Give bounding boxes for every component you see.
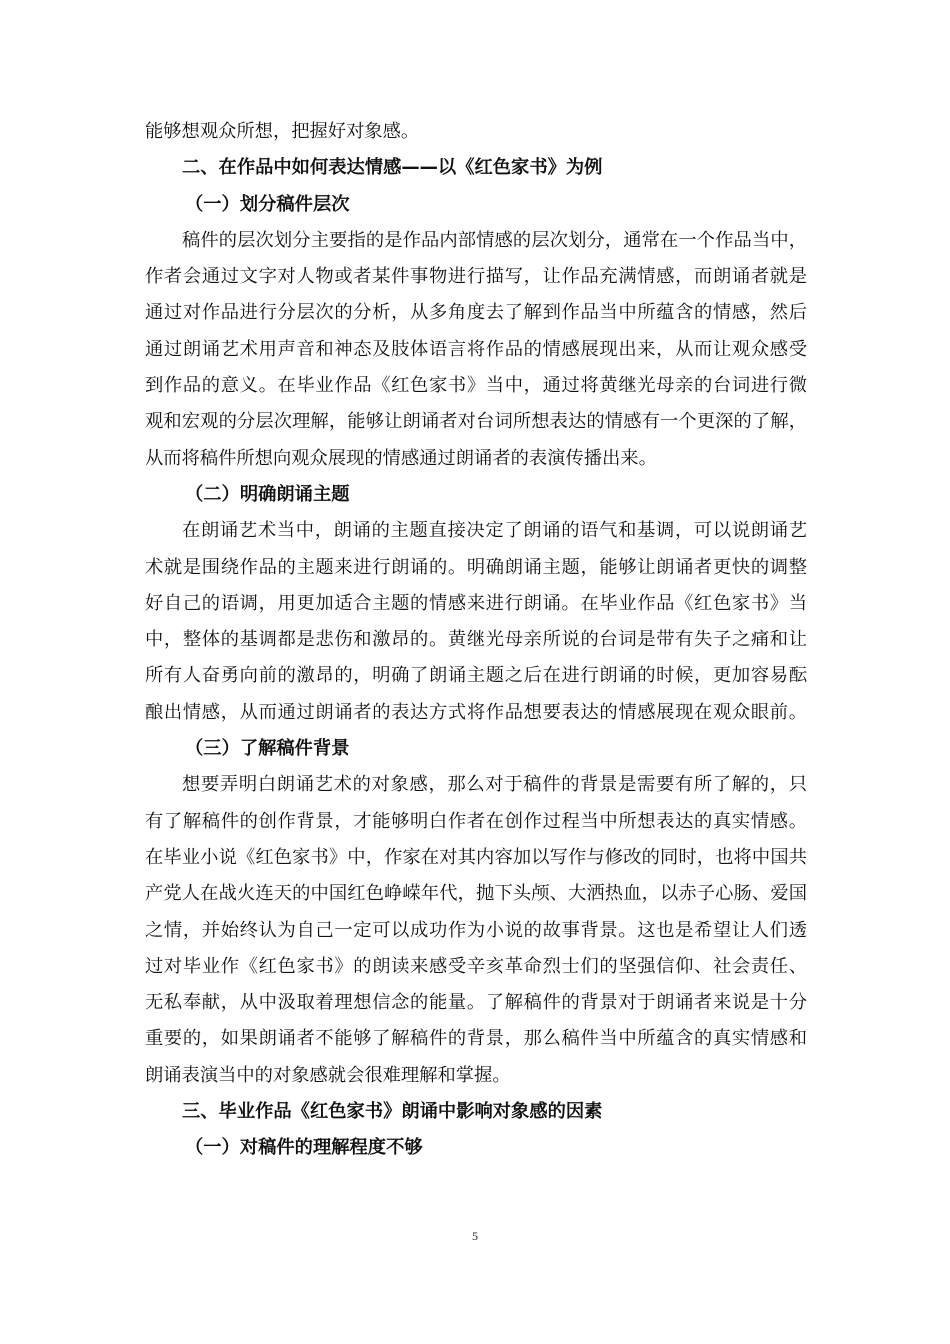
body-text-line: 到作品的意义。在毕业作品《红色家书》当中，通过将黄继光母亲的台词进行微 [145, 375, 807, 397]
body-text-line: 观和宏观的分层次理解，能够让朗诵者对台词所想表达的情感有一个更深的了解， [145, 411, 807, 433]
body-text-line: 有了解稿件的创作背景，才能够明白作者在创作过程当中所想表达的真实情感。 [145, 810, 807, 832]
body-text-line: 中，整体的基调都是悲伤和激昂的。黄继光母亲所说的台词是带有失子之痛和让 [145, 629, 807, 651]
body-text-line: 通过朗诵艺术用声音和神态及肢体语言将作品的情感展现出来，从而让观众感受 [145, 338, 807, 360]
body-text-line: 重要的，如果朗诵者不能够了解稿件的背景，那么稿件当中所蕴含的真实情感和 [145, 1028, 807, 1050]
body-text-line: 无私奉献，从中汲取着理想信念的能量。了解稿件的背景对于朗诵者来说是十分 [145, 992, 807, 1014]
paragraph-last-line: 朗诵表演当中的对象感就会很难理解和掌握。 [145, 1064, 511, 1086]
page-number: 5 [472, 1229, 478, 1243]
document-page [145, 115, 807, 1168]
body-text-line: 产党人在战火连天的中国红色峥嵘年代，抛下头颅、大洒热血，以赤子心肠、爱国 [145, 883, 807, 905]
paragraph-last-line: 从而将稿件所想向观众展现的情感通过朗诵者的表演传播出来。 [145, 447, 657, 469]
paragraph-last-line: 能够想观众所想，把握好对象感。 [145, 121, 420, 142]
subsection-heading: （一）对稿件的理解程度不够 [185, 1137, 423, 1159]
body-text-line: 酿出情感，从而通过朗诵者的表达方式将作品想要表达的情感展现在观众眼前。 [145, 701, 807, 723]
body-text-line: 作者会通过文字对人物或者某件事物进行描写，让作品充满情感，而朗诵者就是 [145, 266, 807, 288]
section-heading: 二、在作品中如何表达情感——以《红色家书》为例 [182, 157, 603, 179]
body-text-line: 在毕业小说《红色家书》中，作家在对其内容加以写作与修改的同时，也将中国共 [145, 846, 807, 868]
paragraph-first-line: 想要弄明白朗诵艺术的对象感，那么对于稿件的背景是需要有所了解的，只 [182, 774, 807, 796]
subsection-heading: （二）明确朗诵主题 [185, 483, 350, 505]
body-text-line: 所有人奋勇向前的激昂的，明确了朗诵主题之后在进行朗诵的时候，更加容易酝 [145, 665, 807, 687]
body-text-line: 过对毕业作《红色家书》的朗读来感受辛亥革命烈士们的坚强信仰、社会责任、 [145, 955, 807, 977]
body-text-line: 术就是围绕作品的主题来进行朗诵的。明确朗诵主题，能够让朗诵者更快的调整 [145, 556, 807, 578]
body-text-line: 好自己的语调，用更加适合主题的情感来进行朗诵。在毕业作品《红色家书》当 [145, 592, 807, 614]
section-heading: 三、毕业作品《红色家书》朗诵中影响对象感的因素 [182, 1101, 603, 1123]
paragraph-first-line: 稿件的层次划分主要指的是作品内部情感的层次划分，通常在一个作品当中， [182, 229, 807, 251]
subsection-heading: （三）了解稿件背景 [185, 738, 350, 760]
paragraph-first-line: 在朗诵艺术当中，朗诵的主题直接决定了朗诵的语气和基调，可以说朗诵艺 [182, 520, 807, 542]
body-text-line: 之情，并始终认为自己一定可以成功作为小说的故事背景。这也是希望让人们透 [145, 919, 807, 941]
body-text-line: 通过对作品进行分层次的分析，从多角度去了解到作品当中所蕴含的情感，然后 [145, 302, 807, 324]
subsection-heading: （一）划分稿件层次 [185, 193, 350, 215]
